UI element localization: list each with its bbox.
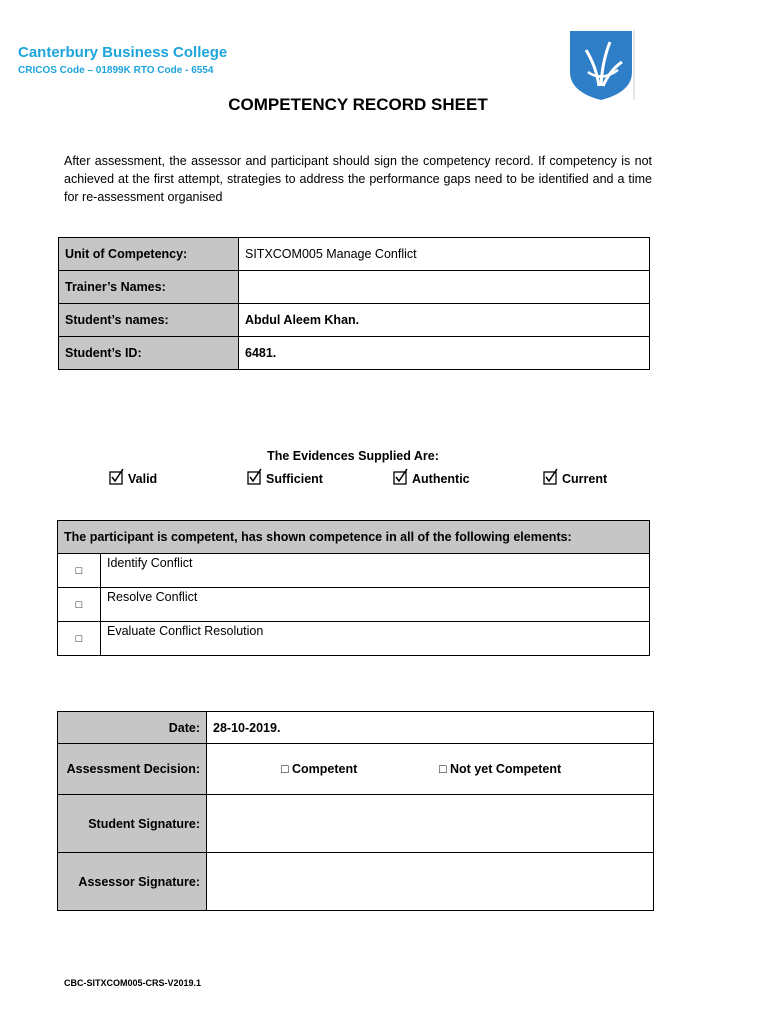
student-name-label: Student’s names: xyxy=(59,304,239,337)
evidence-label: Current xyxy=(562,472,608,486)
table-row xyxy=(59,271,650,304)
element-label: Identify Conflict xyxy=(101,554,650,588)
date-label: Date: xyxy=(58,712,207,744)
element-label: Evaluate Conflict Resolution xyxy=(101,622,650,656)
table-row xyxy=(58,853,654,911)
evidence-sufficient xyxy=(247,468,323,486)
trainer-value xyxy=(239,271,650,304)
evidence-label: Authentic xyxy=(412,472,470,486)
trainer-label: Trainer’s Names: xyxy=(59,271,239,304)
table-row xyxy=(59,304,650,337)
intro-paragraph: After assessment, the assessor and participant should sign the competency record. If competency is not achieved at the first attempt, strategies to address the performance gaps need to be identified and a time for re-assessment organised xyxy=(64,154,652,204)
checked-box-icon xyxy=(543,468,558,486)
table-row xyxy=(58,554,650,588)
evidence-valid xyxy=(109,468,157,486)
checked-box-icon xyxy=(247,468,262,486)
table-row xyxy=(58,622,650,656)
decision-label: Assessment Decision: xyxy=(58,744,207,795)
element-checkbox[interactable]: □ xyxy=(58,622,101,656)
assessor-signature-label: Assessor Signature: xyxy=(58,853,207,911)
date-value: 28-10-2019. xyxy=(207,712,654,744)
element-checkbox[interactable]: □ xyxy=(58,588,101,622)
document-code-footer: CBC-SITXCOM005-CRS-V2019.1 xyxy=(64,978,202,988)
evidence-current xyxy=(543,468,607,486)
unit-value: SITXCOM005 Manage Conflict xyxy=(239,238,650,271)
element-label: Resolve Conflict xyxy=(101,588,650,622)
student-name-value: Abdul Aleem Khan. xyxy=(239,304,650,337)
college-name: Canterbury Business College xyxy=(18,44,228,61)
not-yet-competent-option[interactable]: □ Not yet Competent xyxy=(439,762,562,776)
competent-option[interactable]: □ Competent xyxy=(281,762,358,776)
table-row xyxy=(58,588,650,622)
table-header-row xyxy=(58,521,650,554)
signoff-table xyxy=(57,711,654,911)
checked-box-icon xyxy=(109,468,124,486)
shield-logo-icon xyxy=(566,28,636,102)
student-signature-label: Student Signature: xyxy=(58,795,207,853)
decision-options xyxy=(207,744,654,795)
evidence-authentic xyxy=(393,468,470,486)
document-title: COMPETENCY RECORD SHEET xyxy=(228,95,488,114)
student-id-label: Student’s ID: xyxy=(59,337,239,370)
competence-elements-table xyxy=(57,520,650,656)
college-codes: CRICOS Code – 01899K RTO Code - 6554 xyxy=(18,65,214,76)
student-signature-field[interactable] xyxy=(207,795,654,853)
student-id-value: 6481. xyxy=(239,337,650,370)
assessor-signature-field[interactable] xyxy=(207,853,654,911)
evidence-title: The Evidences Supplied Are: xyxy=(267,449,439,463)
evidence-label: Valid xyxy=(128,472,158,486)
table-row xyxy=(58,795,654,853)
table-row xyxy=(58,744,654,795)
student-info-table xyxy=(58,237,650,370)
elements-header: The participant is competent, has shown competence in all of the following elements: xyxy=(58,521,650,554)
element-checkbox[interactable]: □ xyxy=(58,554,101,588)
table-row xyxy=(59,337,650,370)
table-row xyxy=(58,712,654,744)
unit-label: Unit of Competency: xyxy=(59,238,239,271)
checked-box-icon xyxy=(393,468,408,486)
evidence-label: Sufficient xyxy=(266,472,323,486)
table-row xyxy=(59,238,650,271)
